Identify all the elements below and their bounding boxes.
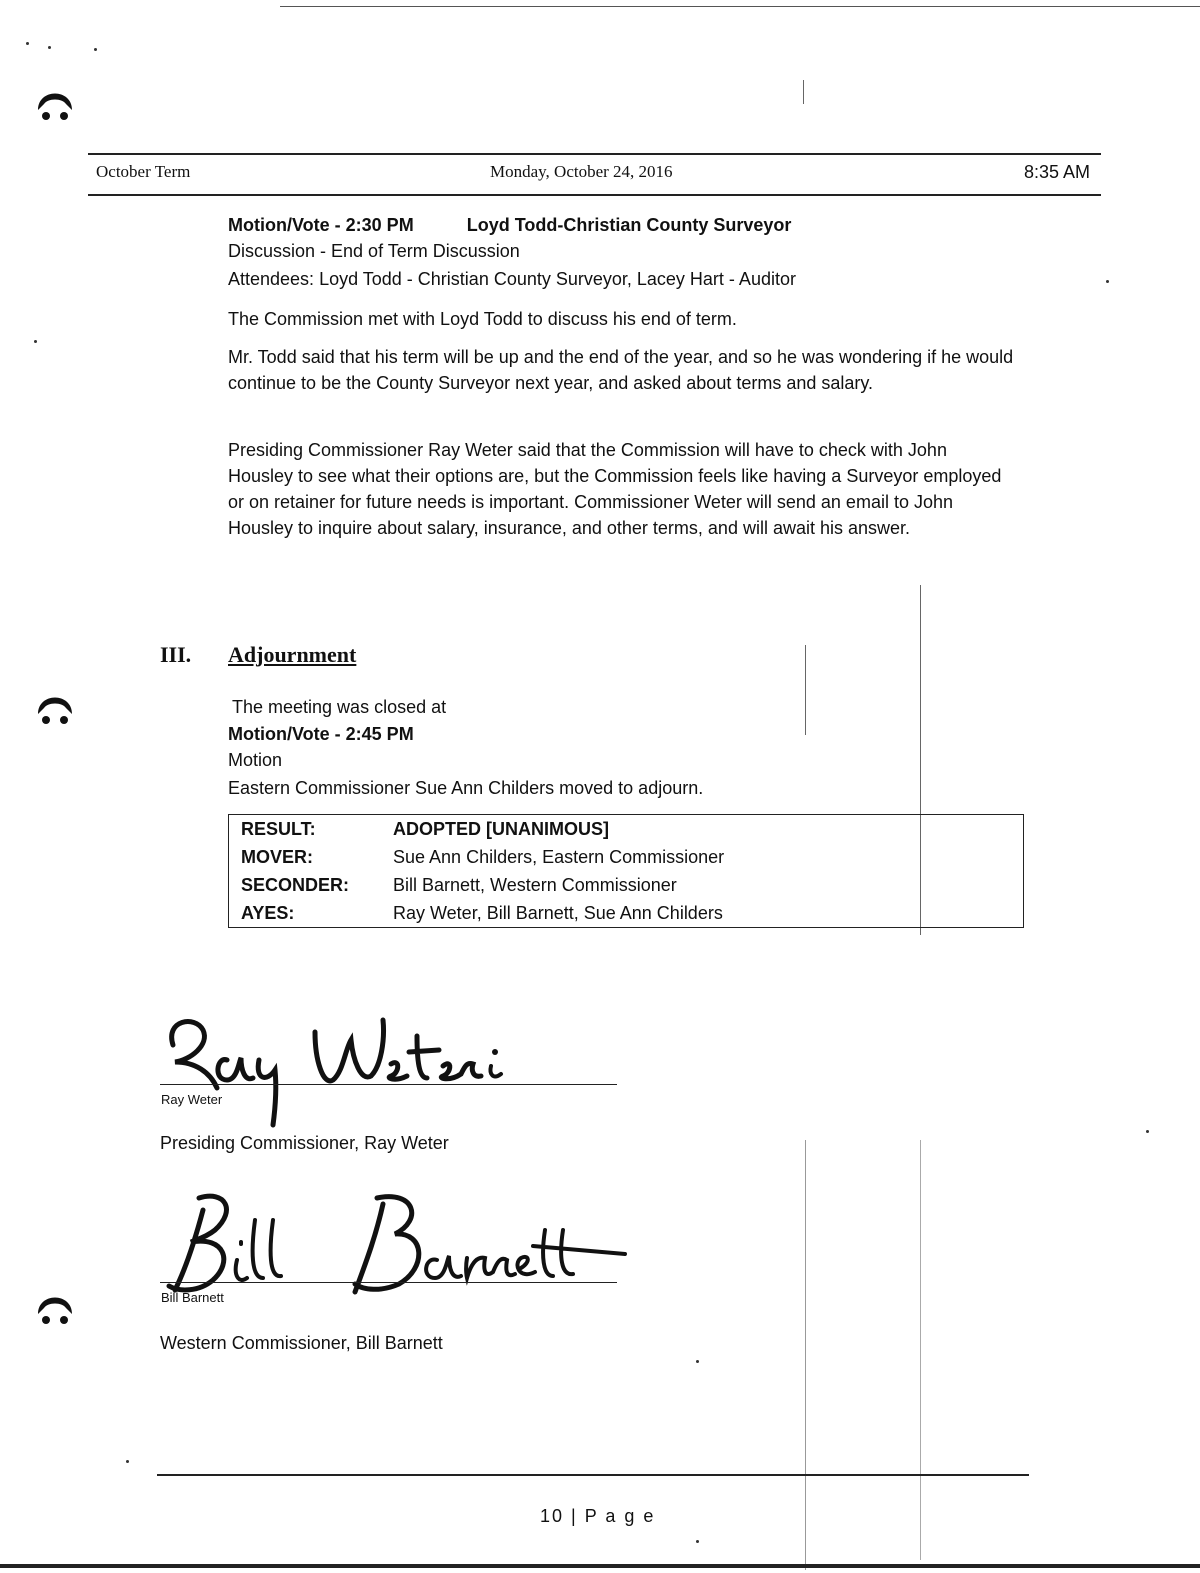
discussion-line: Discussion - End of Term Discussion xyxy=(228,241,520,261)
motion-time: 2:30 PM xyxy=(345,215,414,235)
scan-speck xyxy=(1106,280,1109,283)
signature-ray-weter xyxy=(155,1000,555,1135)
result-key: SECONDER: xyxy=(241,875,350,895)
signature-bill-barnett xyxy=(155,1180,635,1315)
signer-role: Presiding Commissioner, Ray Weter xyxy=(160,1133,449,1153)
scan-mark xyxy=(805,1140,806,1570)
header-date: Monday, October 24, 2016 xyxy=(490,162,673,181)
footer-rule xyxy=(157,1474,1029,1476)
motion-label: Motion/Vote - xyxy=(228,215,341,235)
result-key: MOVER: xyxy=(241,847,313,867)
header-bottom-rule xyxy=(88,194,1101,196)
result-value: Ray Weter, Bill Barnett, Sue Ann Childers xyxy=(393,903,723,923)
scan-speck xyxy=(34,340,37,343)
motion-label: Motion/Vote - xyxy=(228,724,341,744)
signature-line xyxy=(160,1084,617,1085)
scan-mark xyxy=(805,645,806,735)
motion-word: Motion xyxy=(228,750,283,770)
scan-mark xyxy=(803,80,804,104)
printed-name: Bill Barnett xyxy=(161,1290,224,1305)
attendees-line: Attendees: Loyd Todd - Christian County Surveyor, Lacey Hart - Auditor xyxy=(228,269,796,289)
signature-scribble xyxy=(155,1180,635,1310)
table-row xyxy=(229,843,1024,871)
header-top-rule xyxy=(88,153,1101,155)
motion-time: 2:45 PM xyxy=(345,724,414,744)
result-value: ADOPTED [UNANIMOUS] xyxy=(393,819,609,839)
signature-scribble xyxy=(155,1000,555,1130)
paragraph: Mr. Todd said that his term will be up and the end of the year, and so he was wondering if he would continue to be the County Surveyor next year, and asked about terms and salary. xyxy=(228,347,1014,393)
scan-speck xyxy=(126,1460,129,1463)
result-key: RESULT: xyxy=(241,819,316,839)
scan-speck xyxy=(696,1360,699,1363)
scan-speck xyxy=(696,1540,699,1543)
punch-hole-icon xyxy=(36,80,74,124)
moved-text: Eastern Commissioner Sue Ann Childers moved to adjourn. xyxy=(228,778,704,798)
header-time: 8:35 AM xyxy=(1024,162,1091,182)
page-number: 10 | P a g e xyxy=(540,1506,656,1526)
paragraph: Presiding Commissioner Ray Weter said that the Commission will have to check with John Housley to see what their options are, but the Commission feels like having a Surveyor employed or on retainer for future needs is important. Commissioner Weter will send an email to John Housley to inquire about salary, insurance, and other terms, and will await his answer. xyxy=(228,440,1002,538)
scan-speck xyxy=(26,42,29,45)
table-row xyxy=(229,871,1024,899)
table-row xyxy=(229,815,1024,844)
result-table xyxy=(228,814,1024,928)
header-term: October Term xyxy=(96,162,191,181)
signer-role: Western Commissioner, Bill Barnett xyxy=(160,1333,443,1353)
adjourn-motion-line xyxy=(228,721,414,747)
scan-bottom-line xyxy=(0,1564,1200,1568)
signature-line xyxy=(160,1282,617,1283)
punch-hole-icon xyxy=(36,684,74,728)
scan-speck xyxy=(1146,1130,1149,1133)
motion-subject: Loyd Todd-Christian County Surveyor xyxy=(466,215,792,235)
motion-line xyxy=(228,212,791,238)
scan-mark xyxy=(920,585,921,815)
result-key: AYES: xyxy=(241,903,295,923)
paragraph: The Commission met with Loyd Todd to discuss his end of term. xyxy=(228,309,737,329)
section-number: III. xyxy=(160,642,192,667)
printed-name: Ray Weter xyxy=(161,1092,223,1107)
scan-mark xyxy=(920,1140,921,1560)
closed-text: The meeting was closed at xyxy=(232,697,447,717)
table-row xyxy=(229,899,1024,928)
scan-top-line xyxy=(280,6,1200,7)
result-value: Bill Barnett, Western Commissioner xyxy=(393,875,677,895)
punch-hole-icon xyxy=(36,1284,74,1328)
section-title: Adjournment xyxy=(228,642,357,667)
result-value: Sue Ann Childers, Eastern Commissioner xyxy=(393,847,725,867)
scan-speck xyxy=(48,46,51,49)
scan-speck xyxy=(94,48,97,51)
